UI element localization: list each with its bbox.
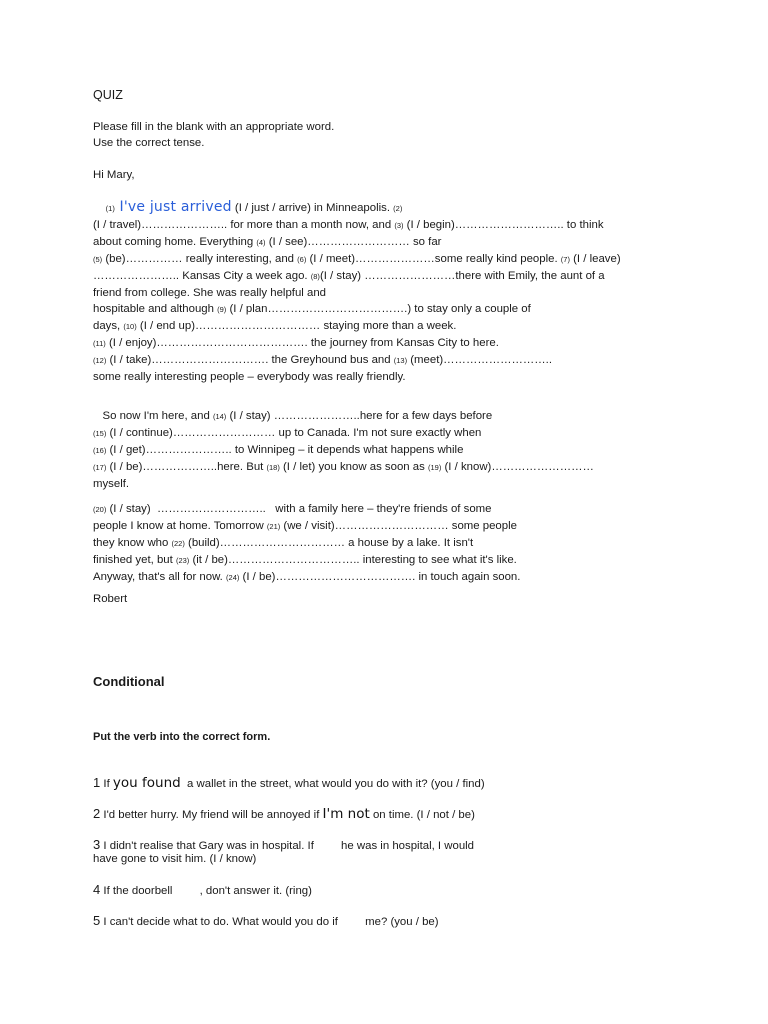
question-number: 3 bbox=[93, 837, 101, 852]
text-segment: (I / let) you know as soon as bbox=[279, 461, 428, 473]
text-segment: (I / stay) ……………………there with Emily, the aunt of a bbox=[319, 270, 605, 282]
text-segment: myself. bbox=[93, 478, 130, 490]
filled-answer: I've just arrived bbox=[114, 199, 232, 215]
item-number: (17) bbox=[93, 463, 107, 472]
item-number: (19) bbox=[428, 463, 442, 472]
text-segment: (I / continue)……………………… up to Canada. I'm not sure exactly when bbox=[106, 427, 482, 439]
text-segment: Anyway, that's all for now. bbox=[93, 571, 227, 583]
text-segment: (I / meet)…………………some really kind people. bbox=[306, 253, 561, 265]
letter-line bbox=[93, 459, 594, 476]
text-segment: (I / just / arrive) in Minneapolis. bbox=[231, 202, 394, 214]
text-segment: (I / take)…………………………. the Greyhound bus and bbox=[106, 354, 394, 366]
question-number: 2 bbox=[93, 806, 101, 821]
text-segment: me? (you / be) bbox=[365, 916, 439, 928]
item-number: (4) bbox=[256, 238, 266, 247]
text-segment: (I / end up)…………………………… staying more than a week. bbox=[136, 320, 457, 332]
item-number: (18) bbox=[266, 463, 280, 472]
question-continuation: have gone to visit him. (I / know) bbox=[93, 853, 257, 865]
text-segment: hospitable and although bbox=[93, 303, 218, 315]
text-segment: (be)…………… really interesting, and bbox=[102, 253, 298, 265]
text-segment: (I / get)………………….. to Winnipeg – it depends what happens while bbox=[106, 444, 464, 456]
text-segment: So now I'm here, and bbox=[93, 410, 213, 422]
text-segment: (I / plan……………………………….) to stay only a couple of bbox=[226, 303, 531, 315]
text-segment: about coming home. Everything bbox=[93, 236, 257, 248]
item-number: (1) bbox=[105, 204, 115, 213]
question-item bbox=[93, 882, 312, 897]
text-segment: (I / travel)………………….. for more than a month now, and bbox=[93, 219, 395, 231]
text-segment: ………………….. Kansas City a week ago. bbox=[93, 270, 311, 282]
text-segment: , don't answer it. (ring) bbox=[199, 885, 312, 897]
item-number: (24) bbox=[226, 573, 240, 582]
text-segment: a wallet in the street, what would you do with it? (you / find) bbox=[180, 778, 485, 790]
answer-blank bbox=[176, 885, 200, 897]
letter-line bbox=[93, 318, 621, 335]
question-item bbox=[93, 775, 485, 791]
instructions bbox=[93, 119, 334, 151]
item-number: (14) bbox=[212, 412, 227, 421]
text-segment: (I / stay) …………………..here for a few days before bbox=[226, 410, 493, 422]
text-segment: on time. (I / not / be) bbox=[369, 809, 475, 821]
text-segment: (it / be)…………………………….. interesting to see what it's like. bbox=[189, 554, 517, 566]
item-number: (21) bbox=[266, 522, 281, 531]
text-segment: If the doorbell bbox=[100, 885, 176, 897]
text-segment: (I / enjoy)…………………………………. the journey from Kansas City to here. bbox=[105, 337, 499, 349]
text-segment: (we / visit)………………………… some people bbox=[280, 520, 517, 532]
text-segment: days, bbox=[93, 320, 124, 332]
question-item bbox=[93, 806, 475, 822]
text-segment: (I / know)……………………… bbox=[441, 461, 594, 473]
item-number: (22) bbox=[171, 539, 185, 548]
question-number: 1 bbox=[93, 775, 101, 790]
text-segment: (I / be)………………………………. in touch again soon. bbox=[239, 571, 521, 583]
letter-line bbox=[93, 535, 520, 552]
question-item bbox=[93, 837, 474, 865]
question-item bbox=[93, 913, 439, 928]
letter-line bbox=[93, 552, 520, 569]
question-number: 5 bbox=[93, 913, 101, 928]
quiz-title: QUIZ bbox=[93, 88, 123, 102]
item-number: (16) bbox=[93, 446, 107, 455]
greeting: Hi Mary, bbox=[93, 169, 135, 181]
text-segment: (I / stay) ……………………….. with a family here – they're friends of some bbox=[106, 503, 492, 515]
letter-line bbox=[93, 268, 621, 285]
text-segment: he was in hospital, I would bbox=[341, 840, 475, 852]
instruction-line: Please fill in the blank with an appropriate word. bbox=[93, 121, 335, 133]
item-number: (11) bbox=[93, 339, 106, 348]
text-segment: I can't decide what to do. What would you do if bbox=[100, 916, 342, 928]
text-segment: some really interesting people – everybody was really friendly. bbox=[93, 371, 406, 383]
filled-answer: you found bbox=[112, 775, 181, 791]
letter-line bbox=[93, 234, 621, 251]
text-segment: (I / leave) bbox=[569, 253, 621, 265]
letter-line bbox=[93, 518, 520, 535]
text-segment bbox=[93, 202, 106, 214]
letter-line bbox=[93, 335, 621, 352]
letter-line bbox=[93, 199, 621, 217]
instruction-line: Use the correct tense. bbox=[93, 137, 205, 149]
item-number: (7) bbox=[560, 255, 570, 264]
answer-blank bbox=[341, 916, 365, 928]
section-title-conditional: Conditional bbox=[93, 674, 165, 689]
item-number: (2) bbox=[393, 204, 403, 213]
letter-line bbox=[93, 352, 621, 369]
letter-line bbox=[93, 251, 621, 268]
conditional-instruction: Put the verb into the correct form. bbox=[93, 731, 271, 743]
item-number: (23) bbox=[175, 556, 190, 565]
item-number: (15) bbox=[93, 429, 107, 438]
text-segment: they know who bbox=[93, 537, 172, 549]
item-number: (20) bbox=[93, 505, 107, 514]
item-number: (3) bbox=[394, 221, 404, 230]
letter-line bbox=[93, 569, 520, 586]
item-number: (6) bbox=[297, 255, 307, 264]
filled-answer: I'm not bbox=[322, 806, 370, 822]
text-segment: (I / begin)……………………….. to think bbox=[403, 219, 604, 231]
letter-paragraph-2 bbox=[93, 408, 594, 492]
text-segment: people I know at home. Tomorrow bbox=[93, 520, 267, 532]
letter-line bbox=[93, 442, 594, 459]
letter-line bbox=[93, 501, 520, 518]
letter-line bbox=[93, 425, 594, 442]
item-number: (12) bbox=[93, 356, 107, 365]
item-number: (9) bbox=[217, 305, 227, 314]
answer-blank bbox=[317, 840, 341, 852]
letter-line bbox=[93, 476, 594, 492]
letter-line bbox=[93, 369, 621, 385]
item-number: (10) bbox=[123, 322, 137, 331]
letter-paragraph-1 bbox=[93, 199, 621, 385]
text-segment: friend from college. She was really helpful and bbox=[93, 287, 327, 299]
letter-line bbox=[93, 285, 621, 301]
letter-line bbox=[93, 301, 621, 318]
text-segment: (build)…………………………… a house by a lake. It isn't bbox=[184, 537, 474, 549]
item-number: (8) bbox=[310, 272, 320, 281]
signature: Robert bbox=[93, 593, 128, 605]
text-segment: (I / see)……………………… so far bbox=[265, 236, 442, 248]
item-number: (13) bbox=[393, 356, 408, 365]
letter-line bbox=[93, 217, 621, 234]
text-segment: If bbox=[100, 778, 113, 790]
question-number: 4 bbox=[93, 882, 101, 897]
letter-paragraph-3 bbox=[93, 501, 520, 586]
text-segment: (meet)……………………….. bbox=[407, 354, 553, 366]
text-segment: I'd better hurry. My friend will be annoyed if bbox=[100, 809, 323, 821]
text-segment: (I / be)………………..here. But bbox=[106, 461, 267, 473]
item-number: (5) bbox=[93, 255, 103, 264]
letter-line bbox=[93, 408, 594, 425]
text-segment: I didn't realise that Gary was in hospital. If bbox=[100, 840, 318, 852]
text-segment: finished yet, but bbox=[93, 554, 176, 566]
